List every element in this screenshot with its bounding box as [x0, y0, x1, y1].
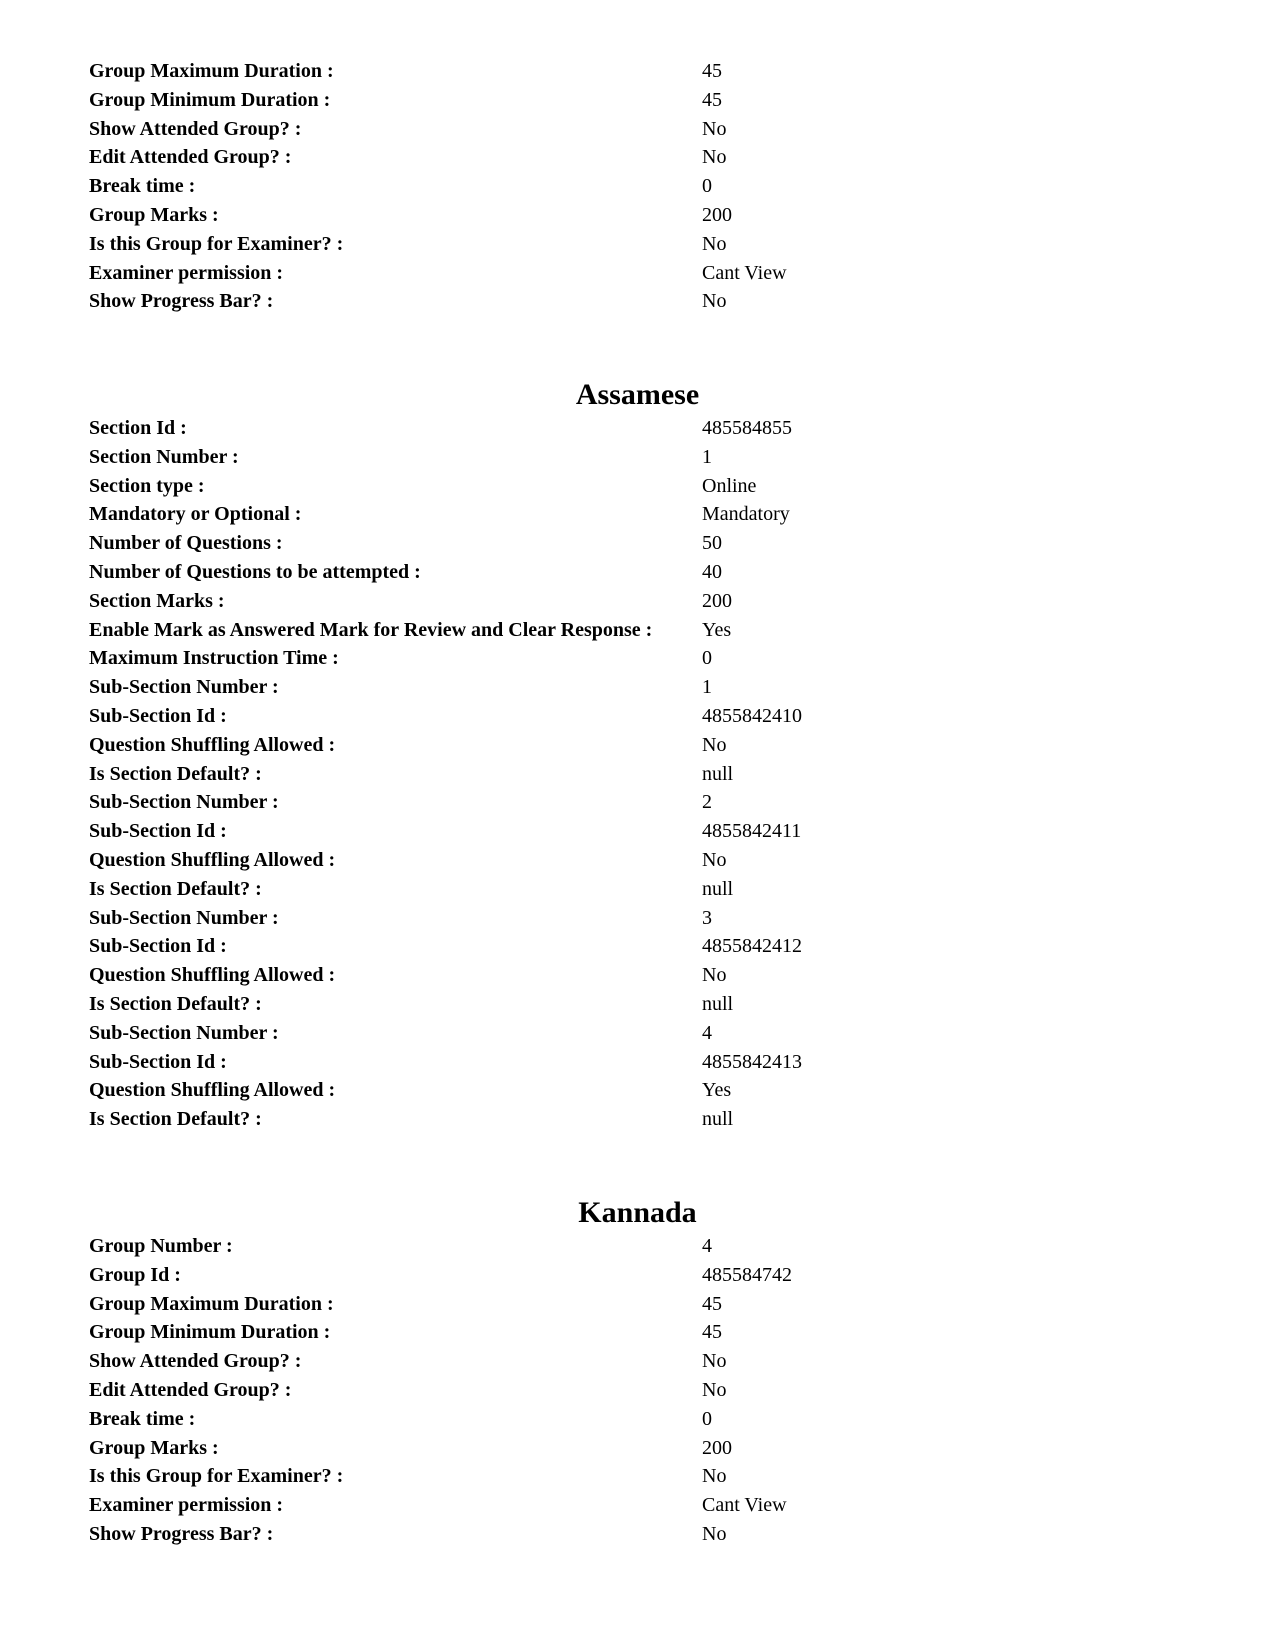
property-value: 45: [702, 1292, 722, 1315]
property-row: [89, 875, 1189, 904]
property-label: Is Section Default? :: [89, 762, 262, 785]
property-value: 45: [702, 60, 722, 82]
property-value: 200: [702, 589, 732, 612]
property-row: [89, 961, 1189, 990]
property-row: [89, 932, 1189, 961]
property-label: Sub-Section Number :: [89, 1021, 279, 1044]
property-value: 0: [702, 647, 712, 670]
property-row: [89, 616, 1189, 645]
property-label: Section Id :: [89, 417, 187, 439]
property-value: 40: [702, 560, 722, 583]
property-row: [89, 644, 1189, 673]
property-row: [89, 1232, 1189, 1261]
property-value: 4855842412: [702, 935, 802, 958]
property-value: No: [702, 964, 727, 987]
property-row: [89, 731, 1189, 760]
property-value: No: [702, 733, 727, 756]
property-value: 1: [702, 445, 712, 468]
property-row: [89, 1491, 1189, 1520]
property-label: Section Marks :: [89, 589, 225, 612]
property-row: [89, 1105, 1189, 1134]
property-value: No: [702, 1522, 727, 1545]
section-heading-assamese: Assamese: [575, 378, 700, 411]
property-label: Sub-Section Number :: [89, 791, 279, 814]
property-label: Group Marks :: [89, 1436, 219, 1459]
property-row: [89, 529, 1189, 558]
property-row: [89, 1405, 1189, 1434]
property-value: 0: [702, 1407, 712, 1430]
property-row: [89, 1434, 1189, 1463]
property-label: Is Section Default? :: [89, 1108, 262, 1131]
property-label: Group Minimum Duration :: [89, 88, 331, 111]
property-label: Show Progress Bar? :: [89, 290, 274, 313]
property-label: Show Progress Bar? :: [89, 1522, 274, 1545]
property-label: Number of Questions to be attempted :: [89, 560, 421, 583]
property-value: 45: [702, 1321, 722, 1344]
group-properties-block-kannada: [89, 1232, 1189, 1549]
property-label: Is this Group for Examiner? :: [89, 232, 344, 255]
property-value: Cant View: [702, 1494, 787, 1517]
property-value: null: [702, 877, 734, 900]
property-value: No: [702, 117, 727, 140]
property-value: Cant View: [702, 261, 787, 284]
property-row: [89, 788, 1189, 817]
property-label: Section Number :: [89, 445, 239, 468]
property-label: Sub-Section Id :: [89, 935, 227, 958]
property-label: Examiner permission :: [89, 261, 284, 284]
property-label: Show Attended Group? :: [89, 117, 302, 140]
property-row: [89, 172, 1189, 201]
property-row: [89, 990, 1189, 1019]
property-row: [89, 1076, 1189, 1105]
property-label: Sub-Section Number :: [89, 676, 279, 699]
property-value: null: [702, 762, 734, 785]
property-label: Sub-Section Id :: [89, 1050, 227, 1073]
property-row: [89, 500, 1189, 529]
property-row: [89, 86, 1189, 115]
section-heading-kannada: Kannada: [578, 1196, 697, 1229]
property-row: [89, 760, 1189, 789]
property-value: 485584855: [702, 417, 792, 439]
property-row: [89, 702, 1189, 731]
property-row: [89, 1019, 1189, 1048]
property-row: [89, 1520, 1189, 1549]
property-row: [89, 143, 1189, 172]
property-label: Question Shuffling Allowed :: [89, 848, 336, 871]
property-value: No: [702, 848, 727, 871]
property-value: 3: [702, 906, 712, 929]
property-row: [89, 1048, 1189, 1077]
property-label: Edit Attended Group? :: [89, 146, 292, 169]
property-value: No: [702, 232, 727, 255]
property-label: Break time :: [89, 1407, 196, 1430]
property-value: No: [702, 146, 727, 169]
section-properties-block: [89, 414, 1189, 1134]
property-label: Question Shuffling Allowed :: [89, 733, 336, 756]
property-value: 50: [702, 532, 722, 555]
property-label: Examiner permission :: [89, 1494, 284, 1517]
property-value: Yes: [702, 618, 732, 641]
property-label: Number of Questions :: [89, 532, 283, 555]
property-label: Sub-Section Id :: [89, 820, 227, 843]
property-label: Break time :: [89, 175, 196, 198]
property-value: No: [702, 1378, 727, 1401]
property-row: [89, 230, 1189, 259]
property-label: Maximum Instruction Time :: [89, 647, 339, 670]
property-row: [89, 1347, 1189, 1376]
property-label: Section type :: [89, 474, 205, 497]
property-row: [89, 1462, 1189, 1491]
property-row: [89, 817, 1189, 846]
property-row: [89, 1318, 1189, 1347]
property-label: Group Maximum Duration :: [89, 1292, 334, 1315]
property-value: No: [702, 290, 727, 313]
property-value: 200: [702, 203, 732, 226]
property-label: Question Shuffling Allowed :: [89, 1079, 336, 1102]
property-label: Group Marks :: [89, 203, 219, 226]
property-label: Is Section Default? :: [89, 877, 262, 900]
property-label: Group Maximum Duration :: [89, 60, 334, 82]
property-label: Enable Mark as Answered Mark for Review and Clear Response :: [89, 618, 653, 641]
property-label: Show Attended Group? :: [89, 1350, 302, 1373]
property-label: Group Number :: [89, 1235, 233, 1257]
property-value: 2: [702, 791, 712, 814]
property-label: Group Minimum Duration :: [89, 1321, 331, 1344]
property-label: Sub-Section Id :: [89, 704, 227, 727]
property-value: Online: [702, 474, 757, 497]
property-label: Edit Attended Group? :: [89, 1378, 292, 1401]
property-value: Yes: [702, 1079, 732, 1102]
property-value: 0: [702, 175, 712, 198]
property-value: 485584742: [702, 1263, 792, 1286]
property-value: 4: [702, 1021, 712, 1044]
property-row: [89, 472, 1189, 501]
property-label: Sub-Section Number :: [89, 906, 279, 929]
property-label: Group Id :: [89, 1263, 181, 1286]
property-label: Is Section Default? :: [89, 992, 262, 1015]
property-row: [89, 587, 1189, 616]
property-value: 200: [702, 1436, 732, 1459]
property-label: Is this Group for Examiner? :: [89, 1465, 344, 1488]
property-value: 4: [702, 1235, 712, 1257]
property-row: [89, 1290, 1189, 1319]
property-value: Mandatory: [702, 503, 790, 526]
property-value: 1: [702, 676, 712, 699]
property-row: [89, 287, 1189, 316]
property-value: 45: [702, 88, 722, 111]
property-row: [89, 673, 1189, 702]
property-row: [89, 904, 1189, 933]
property-row: [89, 201, 1189, 230]
property-value: null: [702, 1108, 734, 1131]
property-row: [89, 1376, 1189, 1405]
property-label: Mandatory or Optional :: [89, 503, 302, 526]
property-value: 4855842411: [702, 820, 802, 843]
property-label: Question Shuffling Allowed :: [89, 964, 336, 987]
property-row: [89, 259, 1189, 288]
property-value: null: [702, 992, 734, 1015]
property-value: No: [702, 1465, 727, 1488]
property-value: 4855842413: [702, 1050, 802, 1073]
property-row: [89, 414, 1189, 443]
property-row: [89, 1261, 1189, 1290]
property-row: [89, 115, 1189, 144]
property-value: 4855842410: [702, 704, 802, 727]
property-row: [89, 558, 1189, 587]
property-row: [89, 443, 1189, 472]
property-value: No: [702, 1350, 727, 1373]
group-properties-block: [89, 57, 1189, 316]
property-row: [89, 57, 1189, 86]
property-row: [89, 846, 1189, 875]
